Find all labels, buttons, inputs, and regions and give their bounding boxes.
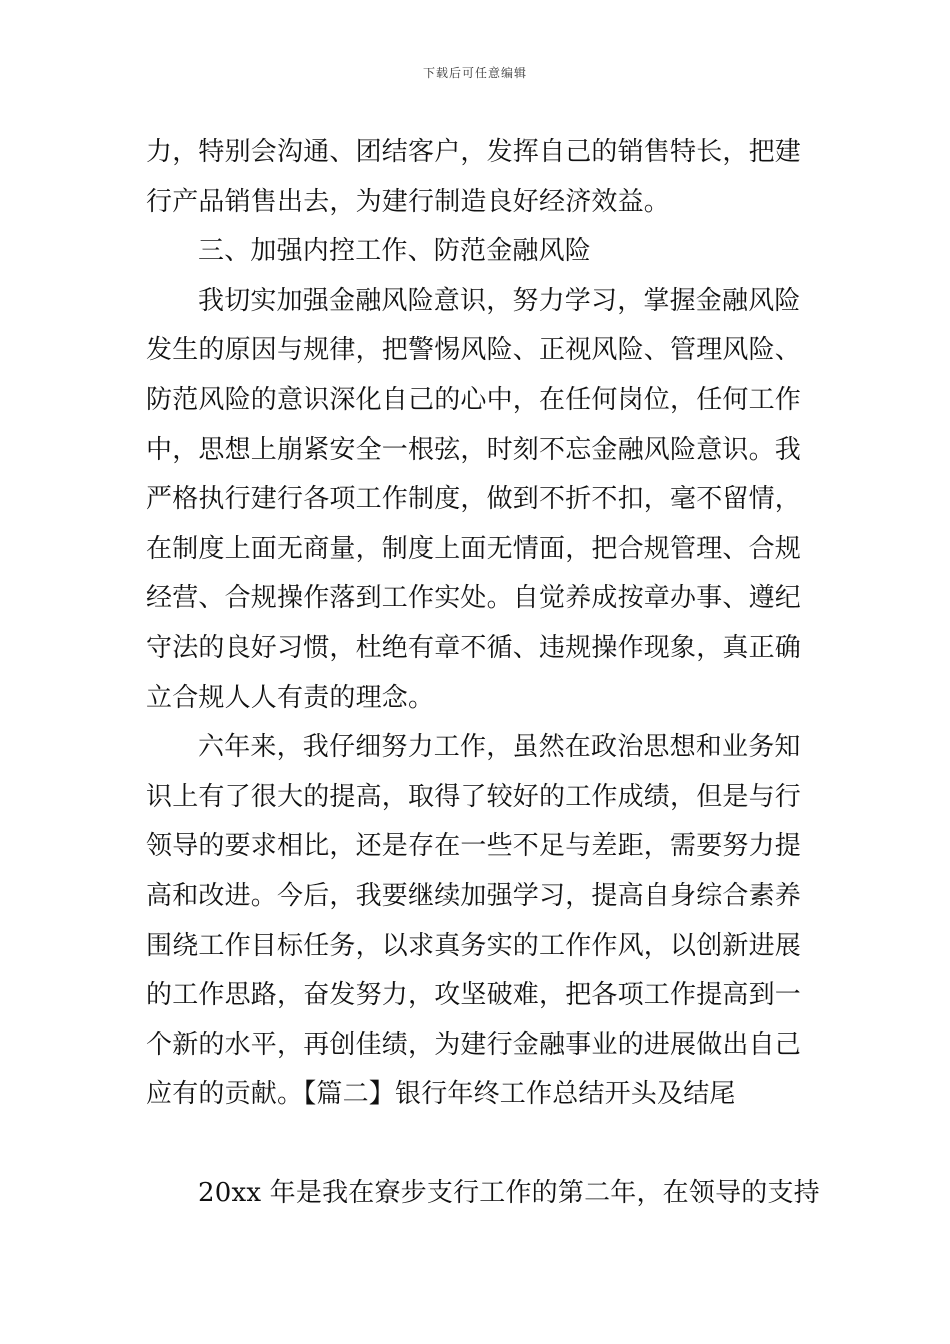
- text-line: 防范风险的意识深化自己的心中，在任何岗位，任何工作: [146, 384, 802, 415]
- text-line: 20xx 年是我在寮步支行工作的第二年，在领导的支持: [198, 1177, 820, 1208]
- text-line: 严格执行建行各项工作制度，做到不折不扣，毫不留情，: [146, 484, 802, 515]
- text-line: 识上有了很大的提高，取得了较好的工作成绩，但是与行: [146, 781, 802, 812]
- text-line: 应有的贡献。【篇二】银行年终工作总结开头及结尾: [146, 1079, 736, 1110]
- text-line: 的工作思路，奋发努力，攻坚破难，把各项工作提高到一: [146, 980, 802, 1011]
- page-header: 下载后可任意编辑: [422, 66, 527, 80]
- text-line: 发生的原因与规律，把警惕风险、正视风险、管理风险、: [146, 335, 802, 366]
- text-line: 个新的水平，再创佳绩，为建行金融事业的进展做出自己: [146, 1029, 802, 1060]
- text-line: 围绕工作目标任务，以求真务实的工作作风，以创新进展: [146, 930, 802, 961]
- document-body: [146, 128, 820, 1218]
- text-line: 行产品销售出去，为建行制造良好经济效益。: [146, 186, 671, 217]
- text-line: 中，思想上崩紧安全一根弦，时刻不忘金融风险意识。我: [146, 434, 802, 465]
- text-line: 经营、合规操作落到工作实处。自觉养成按章办事、遵纪: [146, 583, 802, 614]
- section-heading: 三、加强内控工作、防范金融风险: [198, 236, 592, 267]
- text-line: 领导的要求相比，还是存在一些不足与差距，需要努力提: [146, 831, 802, 862]
- text-line: 在制度上面无商量，制度上面无情面，把合规管理、合规: [146, 533, 802, 564]
- text-line: 六年来，我仔细努力工作，虽然在政治思想和业务知: [198, 732, 801, 763]
- text-line: 立合规人人有责的理念。: [146, 682, 435, 713]
- text-line: 我切实加强金融风险意识，努力学习，掌握金融风险: [198, 285, 801, 316]
- text-line: 高和改进。今后，我要继续加强学习，提高自身综合素养: [146, 880, 802, 911]
- paragraph-gap: [146, 1120, 816, 1169]
- text-line: 力，特别会沟通、团结客户，发挥自己的销售特长，把建: [146, 137, 802, 167]
- text-line: 守法的良好习惯，杜绝有章不循、违规操作现象，真正确: [146, 632, 802, 663]
